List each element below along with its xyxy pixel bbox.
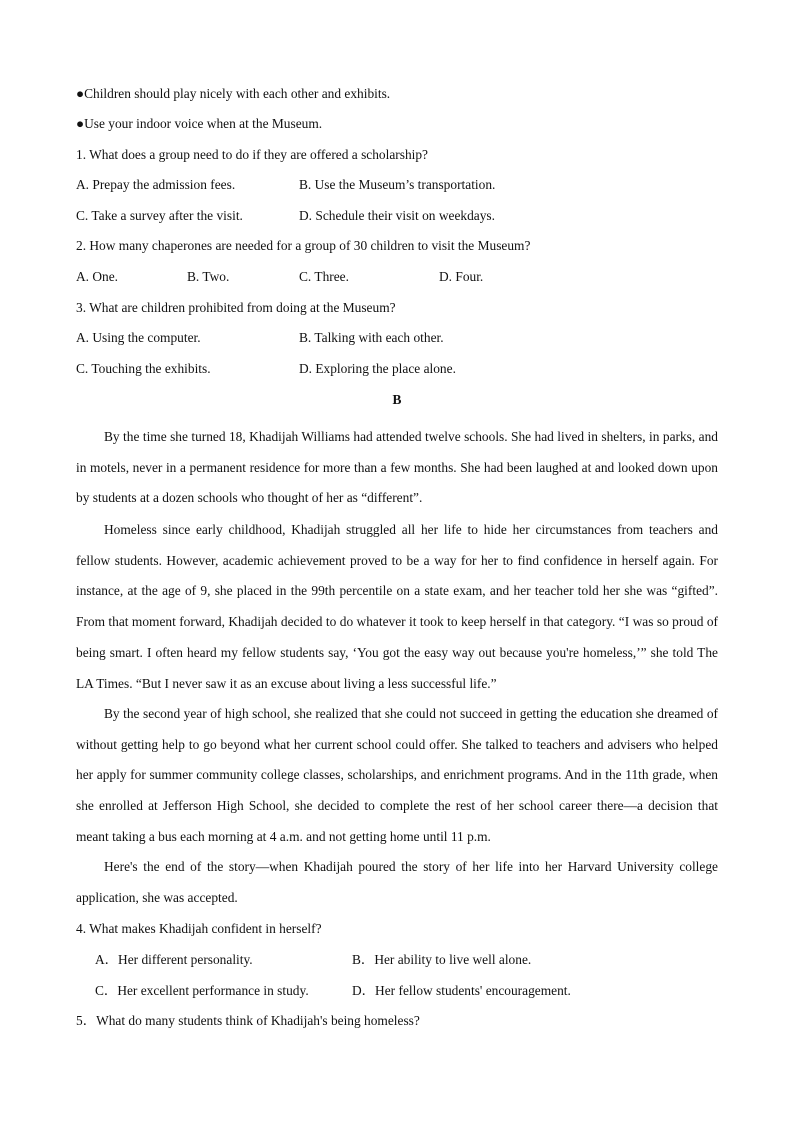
question-stem: 4. What makes Khadijah confident in herself? xyxy=(76,921,322,936)
answer-option: A．Her different personality. xyxy=(95,952,253,967)
answer-option: A. Prepay the admission fees. xyxy=(76,177,236,192)
answer-option: D. Four. xyxy=(439,269,484,284)
answer-option: C. Touching the exhibits. xyxy=(76,361,211,376)
question-stem: 1. What does a group need to do if they are offered a scholarship? xyxy=(76,147,429,162)
answer-option: D. Schedule their visit on weekdays. xyxy=(299,208,495,223)
rule-line: ●Children should play nicely with each other and exhibits. xyxy=(76,86,391,101)
answer-option: B. Talking with each other. xyxy=(299,330,444,345)
section-title: B xyxy=(392,392,402,407)
answer-option: D. Exploring the place alone. xyxy=(299,361,456,376)
question-stem: 3. What are children prohibited from doing at the Museum? xyxy=(76,300,396,315)
question-stem: 5．What do many students think of Khadijah's being homeless? xyxy=(76,1013,420,1028)
passage-paragraph: Homeless since early childhood, Khadijah struggled all her life to hide her circumstances from teachers and fellow students. However, academic achievement proved to be a way for her to find confidence in herself again. For instance, at the age of 9, she placed in the 99th percentile on a state exam, and her teacher told her she was “gifted”. From that moment forward, Khadijah decided to do whatever it took to keep herself in that category. “I was so proud of being smart. I often heard my fellow students say, ‘You got the easy way out because you're homeless,’” she told The LA Times. “But I never saw it as an excuse about living a less successful life.” xyxy=(76,522,718,691)
answer-option: C. Take a survey after the visit. xyxy=(76,208,243,223)
passage-paragraph: Here's the end of the story—when Khadijah poured the story of her life into her Harvard University college application, she was accepted. xyxy=(76,859,718,905)
answer-option: A. Using the computer. xyxy=(76,330,201,345)
answer-option: B. Two. xyxy=(187,269,230,284)
passage-paragraph: By the time she turned 18, Khadijah Williams had attended twelve schools. She had lived in shelters, in parks, and in motels, never in a permanent residence for more than a few months. She had been laughed at and looked down upon by students at a dozen schools who thought of her as “different”. xyxy=(76,429,718,506)
answer-option: B. Use the Museum’s transportation. xyxy=(299,177,496,192)
answer-option: A. One. xyxy=(76,269,119,284)
answer-option: C. Three. xyxy=(299,269,349,284)
question-stem: 2. How many chaperones are needed for a group of 30 children to visit the Museum? xyxy=(76,238,531,253)
answer-option: B．Her ability to live well alone. xyxy=(352,952,532,967)
rule-line: ●Use your indoor voice when at the Museum. xyxy=(76,116,323,131)
answer-option: D．Her fellow students' encouragement. xyxy=(352,983,571,998)
passage-paragraph: By the second year of high school, she realized that she could not succeed in getting the education she dreamed of without getting help to go beyond what her current school could offer. She talked to teachers and advisers who helped her apply for summer community college classes, scholarships, and enrichment programs. And in the 11th grade, when she enrolled at Jefferson High School, she decided to complete the rest of her school career there—a decision that meant taking a bus each morning at 4 a.m. and not getting home until 11 p.m. xyxy=(76,706,718,844)
answer-option: C．Her excellent performance in study. xyxy=(95,983,309,998)
